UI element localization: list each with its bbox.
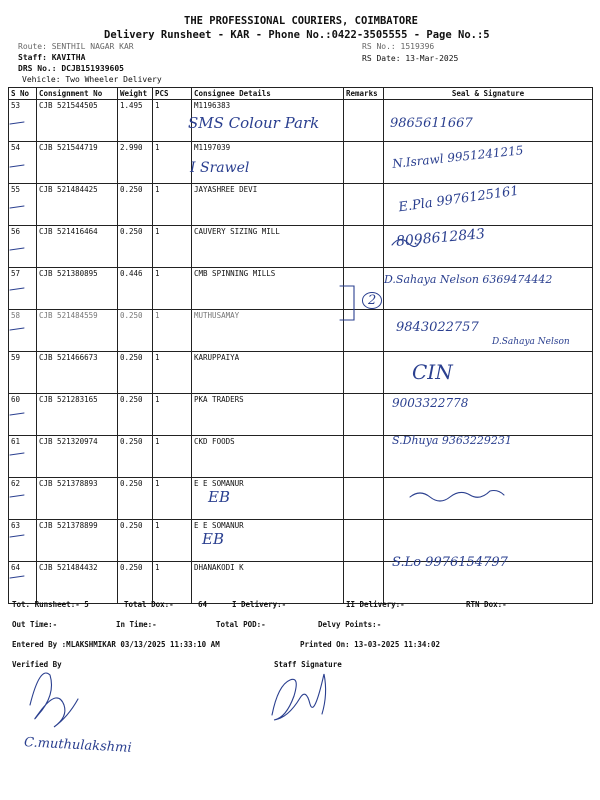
entered-by: Entered By :MLAKSHMIKAR 03/13/2025 11:33:10 AM <box>12 640 220 649</box>
cell-consignee: M1197039 <box>192 142 344 184</box>
cell-consignment: CJB 521466673 <box>37 352 118 394</box>
col-consignment: Consignment No <box>37 88 118 100</box>
cell-sno: 60 <box>9 394 37 436</box>
cell-consignee: PKA TRADERS <box>192 394 344 436</box>
cell-consignee: M1196383 <box>192 100 344 142</box>
cell-weight: 0.250 <box>118 520 153 562</box>
route-label: Route: SENTHIL NAGAR KAR <box>18 42 134 51</box>
handwritten-consignee-63: EB <box>202 530 224 548</box>
cell-weight: 0.446 <box>118 268 153 310</box>
cell-remarks <box>344 226 384 268</box>
total-dox-value: 64 <box>198 600 208 609</box>
runsheet-title: Delivery Runsheet - KAR - Phone No.:0422-3505555 - Page No.:5 <box>104 29 490 41</box>
cell-sno: 61 <box>9 436 37 478</box>
handwritten-signature-61: S.Dhuya 9363229231 <box>392 434 512 447</box>
cell-sno: 54 <box>9 142 37 184</box>
table-row <box>9 394 593 436</box>
cell-pcs: 1 <box>153 184 192 226</box>
cell-sno: 56 <box>9 226 37 268</box>
company-title: THE PROFESSIONAL COURIERS, COIMBATORE <box>184 15 418 27</box>
i-delivery-label: I Delivery:- <box>232 600 287 609</box>
cell-sno: 62 <box>9 478 37 520</box>
cell-pcs: 1 <box>153 520 192 562</box>
cell-sno: 63 <box>9 520 37 562</box>
cell-weight: 2.990 <box>118 142 153 184</box>
cell-remarks <box>344 100 384 142</box>
cell-pcs: 1 <box>153 478 192 520</box>
cell-sno: 58 <box>9 310 37 352</box>
staff-signature-label: Staff Signature <box>274 660 342 669</box>
cell-pcs: 1 <box>153 562 192 604</box>
cell-weight: 0.250 <box>118 562 153 604</box>
cell-weight: 0.250 <box>118 310 153 352</box>
cell-pcs: 1 <box>153 142 192 184</box>
handwritten-signature-64: S.Lo 9976154797 <box>392 555 508 570</box>
cell-sno: 53 <box>9 100 37 142</box>
cell-pcs: 1 <box>153 100 192 142</box>
drs-no-label: DRS No.: DCJB151939605 <box>18 64 124 73</box>
cell-pcs: 1 <box>153 352 192 394</box>
cell-remarks <box>344 352 384 394</box>
cell-remarks <box>344 310 384 352</box>
cell-consignee: JAYASHREE DEVI <box>192 184 344 226</box>
cell-consignment: CJB 521484425 <box>37 184 118 226</box>
cell-consignment: CJB 521484432 <box>37 562 118 604</box>
cell-sno: 55 <box>9 184 37 226</box>
cell-consignee: E E SOMANUR <box>192 478 344 520</box>
cell-weight: 0.250 <box>118 436 153 478</box>
handwritten-consignee-54: I Srawel <box>190 160 250 176</box>
cell-remarks <box>344 478 384 520</box>
verified-by-label: Verified By <box>12 660 62 669</box>
handwritten-remark-57: 2 <box>362 292 382 309</box>
cell-consignment: CJB 521544719 <box>37 142 118 184</box>
cell-consignment: CJB 521544505 <box>37 100 118 142</box>
cell-consignment: CJB 521416464 <box>37 226 118 268</box>
handwritten-signature-53: 9865611667 <box>390 116 473 131</box>
table-row <box>9 478 593 520</box>
handwritten-signature-58: 9843022757 <box>396 320 479 335</box>
cell-consignment: CJB 521380895 <box>37 268 118 310</box>
cell-sno: 59 <box>9 352 37 394</box>
cell-consignee: CKD FOODS <box>192 436 344 478</box>
handwritten-signature-60: 9003322778 <box>392 396 469 410</box>
cell-pcs: 1 <box>153 268 192 310</box>
handwritten-signature-56: 8098612843 <box>395 226 486 250</box>
handwritten-signature-55: E.Pla 9976125161 <box>397 183 520 216</box>
cell-pcs: 1 <box>153 310 192 352</box>
cell-pcs: 1 <box>153 436 192 478</box>
cell-consignment: CJB 521283165 <box>37 394 118 436</box>
cell-remarks <box>344 562 384 604</box>
cell-consignee: CAUVERY SIZING MILL <box>192 226 344 268</box>
cell-weight: 0.250 <box>118 226 153 268</box>
delvy-points-label: Delvy Points:- <box>318 620 382 629</box>
cell-sno: 57 <box>9 268 37 310</box>
cell-signature <box>384 478 593 520</box>
handwritten-consignee-62: EB <box>208 488 230 506</box>
cell-remarks <box>344 436 384 478</box>
vehicle-label: Vehicle: Two Wheeler Delivery <box>22 75 162 84</box>
col-sno: S No <box>9 88 37 100</box>
handwritten-signature-54: N.Israwl 9951241215 <box>391 143 524 171</box>
cell-consignment: CJB 521378899 <box>37 520 118 562</box>
table-header-row <box>9 88 593 100</box>
cell-consignee: E E SOMANUR <box>192 520 344 562</box>
cell-remarks <box>344 520 384 562</box>
total-pod-label: Total POD:- <box>216 620 266 629</box>
col-consignee: Consignee Details <box>192 88 344 100</box>
cell-weight: 0.250 <box>118 478 153 520</box>
cell-weight: 1.495 <box>118 100 153 142</box>
col-remarks: Remarks <box>344 88 384 100</box>
cell-remarks <box>344 184 384 226</box>
handwritten-consignee-53: SMS Colour Park <box>188 114 320 132</box>
handwritten-signature-59: CIN <box>412 360 453 384</box>
col-seal-signature: Seal & Signature <box>384 88 593 100</box>
verifier-signature-scribble <box>30 673 78 727</box>
cell-sno: 64 <box>9 562 37 604</box>
staff-signature-scribble <box>272 674 326 720</box>
ii-delivery-label: II Delivery:- <box>346 600 405 609</box>
col-pcs: PCS <box>153 88 192 100</box>
table-row <box>9 352 593 394</box>
rtn-dox-label: RTN Dox:- <box>466 600 507 609</box>
cell-remarks <box>344 142 384 184</box>
rs-date-label: RS Date: 13-Mar-2025 <box>362 54 459 63</box>
cell-consignment: CJB 521378893 <box>37 478 118 520</box>
printed-on: Printed On: 13-03-2025 11:34:02 <box>300 640 440 649</box>
total-dox-label: Total Dox:- <box>124 600 174 609</box>
out-time-label: Out Time:- <box>12 620 58 629</box>
cell-weight: 0.250 <box>118 184 153 226</box>
col-weight: Weight <box>118 88 153 100</box>
rs-no-label: RS No.: 1519396 <box>362 42 435 51</box>
cell-weight: 0.250 <box>118 352 153 394</box>
total-runsheet: Tot. Runsheet:- 5 <box>12 600 89 609</box>
verifier-handwritten-name: C.muthulakshmi <box>23 735 132 756</box>
cell-consignee: DHANAKODI K <box>192 562 344 604</box>
cell-weight: 0.250 <box>118 394 153 436</box>
cell-pcs: 1 <box>153 226 192 268</box>
in-time-label: In Time:- <box>116 620 157 629</box>
cell-remarks <box>344 394 384 436</box>
cell-consignee: KARUPPAIYA <box>192 352 344 394</box>
cell-consignment: CJB 521320974 <box>37 436 118 478</box>
cell-pcs: 1 <box>153 394 192 436</box>
handwritten-signature-57: D.Sahaya Nelson 6369474442 <box>384 273 553 286</box>
cell-consignee: MUTHUSAMAY <box>192 310 344 352</box>
staff-label: Staff: KAVITHA <box>18 53 86 62</box>
table-row <box>9 226 593 268</box>
handwritten-signature-58b: D.Sahaya Nelson <box>492 337 570 347</box>
cell-consignment: CJB 521484559 <box>37 310 118 352</box>
cell-consignee: CMB SPINNING MILLS <box>192 268 344 310</box>
